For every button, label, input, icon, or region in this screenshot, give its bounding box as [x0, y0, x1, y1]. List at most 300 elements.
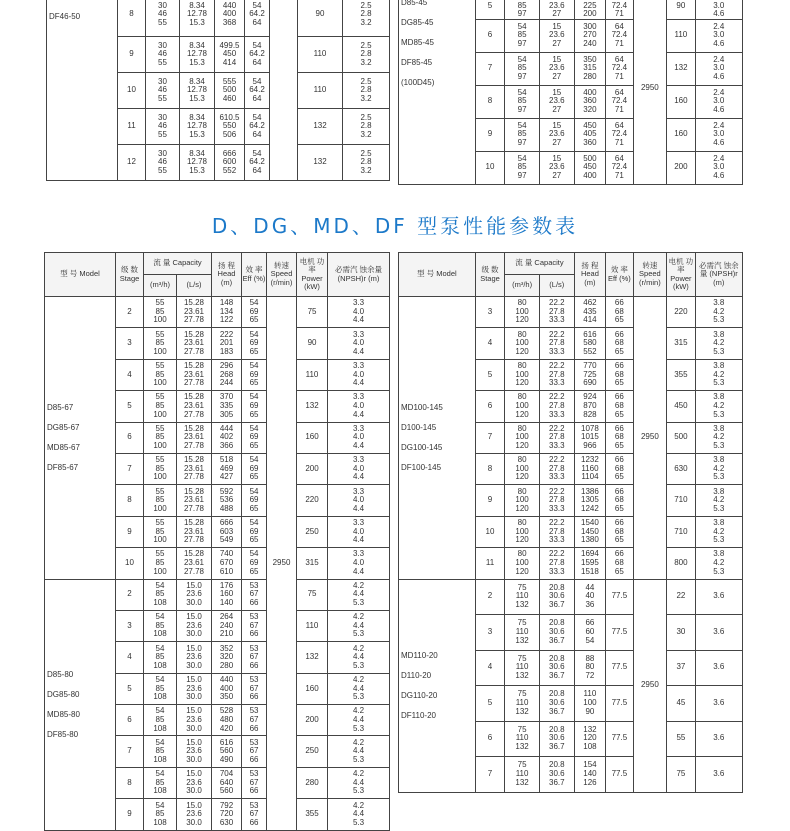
speed-cell: 2950	[633, 297, 667, 580]
model-cell	[399, 0, 476, 184]
cell-flow-ls: 20.8 30.6 36.7	[539, 721, 574, 757]
top-right-table	[398, 0, 743, 185]
cell-stage: 10	[116, 548, 144, 579]
cell-power: 55	[667, 721, 695, 757]
cell-flow-m3h: 54 85 97	[505, 52, 540, 85]
cell-stage: 4	[475, 650, 504, 686]
cell-npsh: 3.3 4.0 4.4	[328, 391, 390, 422]
cell-power: 75	[297, 579, 328, 610]
cell-head: 444 402 366	[212, 422, 242, 453]
cell-eff: 53 67 66	[242, 705, 267, 736]
cell-eff: 54 69 65	[242, 548, 267, 579]
cell-flow-m3h: 54 85 108	[144, 767, 177, 798]
cell-power: 110	[298, 73, 343, 109]
cell-flow-m3h: 55 85 100	[144, 328, 177, 359]
cell-stage: 6	[475, 721, 504, 757]
cell-head: 610.5 550 506	[215, 109, 245, 145]
cell-head: 44 40 36	[574, 579, 606, 615]
cell-flow-m3h: 85 97	[505, 0, 540, 19]
cell-npsh: 3.0 4.6	[695, 0, 742, 19]
cell-eff: 54 64.2 64	[245, 145, 270, 181]
cell-stage: 5	[116, 673, 144, 704]
cell-power: 710	[667, 516, 695, 547]
model-name: DF85-80	[47, 729, 79, 739]
header-eff: 效 率 Eff (%)	[242, 253, 267, 297]
model-cell	[45, 297, 116, 580]
cell-flow-ls: 15.28 23.61 27.78	[177, 485, 212, 516]
cell-npsh: 3.8 4.2 5.3	[695, 328, 742, 359]
cell-eff: 77.5	[606, 757, 633, 793]
cell-stage: 2	[116, 297, 144, 328]
cell-head: 1694 1595 1518	[574, 548, 606, 579]
cell-eff: 66 68 65	[606, 391, 633, 422]
cell-power: 450	[667, 391, 695, 422]
cell-stage: 6	[116, 422, 144, 453]
cell-stage: 9	[118, 37, 146, 73]
cell-eff: 66 68 65	[606, 422, 633, 453]
cell-npsh: 3.6	[695, 721, 742, 757]
cell-flow-m3h: 55 85 100	[144, 391, 177, 422]
cell-head: 176 160 140	[212, 579, 242, 610]
cell-eff: 54 69 65	[242, 516, 267, 547]
cell-npsh: 3.8 4.2 5.3	[695, 516, 742, 547]
cell-stage: 4	[475, 328, 504, 359]
table-row	[45, 579, 390, 610]
header-capacity: 流 量 Capacity	[505, 253, 574, 275]
cell-power: 30	[667, 615, 695, 651]
cell-eff: 54 69 65	[242, 297, 267, 328]
cell-flow-m3h: 75 110 132	[505, 615, 540, 651]
cell-npsh: 2.4 3.0 4.6	[695, 52, 742, 85]
cell-flow-ls: 15 23.6 27	[539, 52, 574, 85]
cell-npsh: 3.6	[695, 615, 742, 651]
model-name: D110-20	[401, 670, 432, 680]
cell-head: 666 600 552	[215, 145, 245, 181]
model-cell	[399, 579, 476, 792]
cell-npsh: 4.2 4.4 5.3	[328, 767, 390, 798]
cell-power: 220	[667, 297, 695, 328]
cell-head: 450 405 360	[574, 118, 606, 151]
model-name: DF110-20	[401, 710, 436, 720]
cell-flow-ls: 22.2 27.8 33.3	[539, 516, 574, 547]
cell-eff: 53 67 66	[242, 799, 267, 830]
cell-flow-ls: 15.0 23.6 30.0	[177, 642, 212, 673]
cell-head: 296 268 244	[212, 359, 242, 390]
header-head: 扬 程 Head (m)	[212, 253, 242, 297]
cell-power: 160	[297, 673, 328, 704]
cell-flow-m3h: 54 85 108	[144, 673, 177, 704]
cell-head: 518 469 427	[212, 453, 242, 484]
cell-head: 770 725 690	[574, 359, 606, 390]
cell-flow-m3h: 30 46 55	[146, 37, 180, 73]
cell-head: 370 335 305	[212, 391, 242, 422]
header-model: 型 号 Model	[399, 253, 476, 297]
cell-eff: 66 68 65	[606, 297, 633, 328]
cell-flow-ls: 20.8 30.6 36.7	[539, 615, 574, 651]
cell-eff: 54 69 65	[242, 391, 267, 422]
cell-stage: 8	[475, 453, 504, 484]
cell-power: 800	[667, 548, 695, 579]
cell-eff: 54 69 65	[242, 359, 267, 390]
cell-head: 740 670 610	[212, 548, 242, 579]
cell-flow-m3h: 80 100 120	[505, 359, 540, 390]
model-name: DG100-145	[401, 442, 443, 452]
cell-stage: 6	[475, 391, 504, 422]
cell-flow-m3h: 80 100 120	[505, 297, 540, 328]
cell-npsh: 3.6	[695, 579, 742, 615]
header-npsh: 必需汽 蚀余量 (NPSH)r (m)	[695, 253, 742, 297]
header-model: 型 号 Model	[45, 253, 116, 297]
cell-flow-m3h: 54 85 97	[505, 85, 540, 118]
cell-eff: 72.4 71	[606, 0, 633, 19]
header-npsh: 必需汽 蚀余量 (NPSH)r (m)	[328, 253, 390, 297]
cell-flow-m3h: 55 85 100	[144, 516, 177, 547]
cell-flow-m3h: 55 85 100	[144, 548, 177, 579]
cell-flow-ls: 15 23.6 27	[539, 151, 574, 184]
cell-head: 666 603 549	[212, 516, 242, 547]
cell-flow-m3h: 54 85 108	[144, 579, 177, 610]
cell-flow-m3h: 54 85 97	[505, 151, 540, 184]
cell-stage: 9	[475, 485, 504, 516]
cell-eff: 54 69 65	[242, 422, 267, 453]
cell-flow-ls: 22.2 27.8 33.3	[539, 328, 574, 359]
model-name: DF85-67	[47, 462, 79, 472]
cell-stage: 8	[118, 0, 146, 37]
header-stage: 级 数 Stage	[116, 253, 144, 297]
cell-flow-ls: 22.2 27.8 33.3	[539, 485, 574, 516]
model-name: D85-45	[401, 0, 428, 7]
cell-head: 500 450 400	[574, 151, 606, 184]
cell-power: 250	[297, 516, 328, 547]
cell-flow-m3h: 75 110 132	[505, 721, 540, 757]
cell-stage: 10	[475, 516, 504, 547]
cell-flow-m3h: 80 100 120	[505, 328, 540, 359]
cell-eff: 54 64.2 64	[245, 37, 270, 73]
cell-flow-m3h: 30 46 55	[146, 0, 180, 37]
model-name: (100D45)	[401, 78, 435, 87]
cell-eff: 77.5	[606, 686, 633, 722]
header-stage: 级 数 Stage	[475, 253, 504, 297]
header-capacity: 流 量 Capacity	[144, 253, 212, 275]
cell-power: 90	[297, 328, 328, 359]
cell-power: 90	[298, 0, 343, 37]
cell-eff: 77.5	[606, 721, 633, 757]
cell-flow-m3h: 30 46 55	[146, 73, 180, 109]
cell-stage: 4	[116, 359, 144, 390]
cell-head: 1386 1305 1242	[574, 485, 606, 516]
cell-flow-m3h: 80 100 120	[505, 422, 540, 453]
cell-eff: 64 72.4 71	[606, 118, 633, 151]
cell-eff: 66 68 65	[606, 516, 633, 547]
cell-power: 132	[298, 109, 343, 145]
cell-flow-ls: 15.0 23.6 30.0	[177, 579, 212, 610]
cell-npsh: 4.2 4.4 5.3	[328, 642, 390, 673]
cell-head: 462 435 414	[574, 297, 606, 328]
cell-npsh: 3.6	[695, 757, 742, 793]
cell-power: 630	[667, 453, 695, 484]
model-name: DF85-45	[401, 58, 433, 67]
cell-power: 132	[297, 391, 328, 422]
cell-stage: 5	[475, 686, 504, 722]
cell-head: 1540 1450 1380	[574, 516, 606, 547]
cell-flow-ls: 15 23.6 27	[539, 118, 574, 151]
cell-stage: 11	[118, 109, 146, 145]
cell-head: 592 536 488	[212, 485, 242, 516]
cell-stage: 3	[475, 615, 504, 651]
model-name: DG85-45	[401, 18, 434, 27]
cell-flow-m3h: 55 85 100	[144, 359, 177, 390]
cell-flow-m3h: 75 110 132	[505, 686, 540, 722]
cell-power: 355	[667, 359, 695, 390]
cell-eff: 66 68 65	[606, 328, 633, 359]
cell-stage: 8	[116, 767, 144, 798]
cell-flow-m3h: 30 46 55	[146, 109, 180, 145]
top-left-table	[46, 0, 390, 181]
cell-power: 22	[667, 579, 695, 615]
cell-npsh: 3.6	[695, 686, 742, 722]
cell-power: 75	[667, 757, 695, 793]
cell-power: 250	[297, 736, 328, 767]
cell-stage: 10	[118, 73, 146, 109]
cell-npsh: 2.4 3.0 4.6	[695, 19, 742, 52]
cell-stage: 11	[475, 548, 504, 579]
cell-head: 1232 1160 1104	[574, 453, 606, 484]
cell-flow-ls: 15.28 23.61 27.78	[177, 391, 212, 422]
cell-flow-ls: 15 23.6 27	[539, 19, 574, 52]
cell-eff: 77.5	[606, 650, 633, 686]
cell-power: 200	[297, 705, 328, 736]
cell-power: 45	[667, 686, 695, 722]
cell-eff: 64 72.4 71	[606, 151, 633, 184]
model-name: DG85-67	[47, 422, 80, 432]
cell-head: 1078 1015 966	[574, 422, 606, 453]
cell-head: 148 134 122	[212, 297, 242, 328]
cell-power: 132	[667, 52, 695, 85]
cell-power: 110	[667, 19, 695, 52]
cell-flow-ls: 15.28 23.61 27.78	[177, 297, 212, 328]
cell-flow-ls: 20.8 30.6 36.7	[539, 579, 574, 615]
header-flow-m3h: (m³/h)	[144, 275, 177, 297]
cell-npsh: 2.4 3.0 4.6	[695, 118, 742, 151]
cell-flow-m3h: 55 85 100	[144, 453, 177, 484]
cell-npsh: 3.8 4.2 5.3	[695, 422, 742, 453]
cell-head: 88 80 72	[574, 650, 606, 686]
cell-power: 110	[297, 610, 328, 641]
model-name: MD85-45	[401, 38, 434, 47]
table-row	[45, 297, 390, 328]
model-cell	[399, 297, 476, 580]
cell-eff: 53 67 66	[242, 673, 267, 704]
cell-power: 160	[667, 85, 695, 118]
header-flow-m3h: (m³/h)	[505, 275, 540, 297]
cell-power: 110	[298, 37, 343, 73]
cell-head: 222 201 183	[212, 328, 242, 359]
cell-flow-ls: 22.2 27.8 33.3	[539, 453, 574, 484]
cell-head: 110 100 90	[574, 686, 606, 722]
cell-flow-ls: 20.8 30.6 36.7	[539, 757, 574, 793]
cell-eff: 54 64.2 64	[245, 109, 270, 145]
cell-power: 132	[298, 145, 343, 181]
cell-stage: 7	[475, 757, 504, 793]
cell-npsh: 3.3 4.0 4.4	[328, 297, 390, 328]
model-name: DG110-20	[401, 690, 438, 700]
cell-npsh: 4.2 4.4 5.3	[328, 579, 390, 610]
cell-power: 500	[667, 422, 695, 453]
cell-flow-ls: 23.6 27	[539, 0, 574, 19]
cell-stage: 9	[116, 516, 144, 547]
cell-npsh: 3.3 4.0 4.4	[328, 485, 390, 516]
cell-eff: 64 72.4 71	[606, 52, 633, 85]
cell-power: 280	[297, 767, 328, 798]
cell-npsh: 3.3 4.0 4.4	[328, 422, 390, 453]
cell-flow-ls: 15.0 23.6 30.0	[177, 705, 212, 736]
cell-stage: 7	[116, 453, 144, 484]
cell-head: 704 640 560	[212, 767, 242, 798]
cell-flow-ls: 20.8 30.6 36.7	[539, 650, 574, 686]
header-flow-ls: (L/s)	[539, 275, 574, 297]
cell-npsh: 4.2 4.4 5.3	[328, 610, 390, 641]
model-name: MD85-67	[47, 442, 80, 452]
cell-head: 499.5 450 414	[215, 37, 245, 73]
cell-eff: 66 68 65	[606, 359, 633, 390]
cell-head: 792 720 630	[212, 799, 242, 830]
cell-flow-m3h: 80 100 120	[505, 391, 540, 422]
cell-flow-ls: 15.28 23.61 27.78	[177, 548, 212, 579]
cell-eff: 77.5	[606, 579, 633, 615]
cell-flow-m3h: 54 85 108	[144, 642, 177, 673]
cell-eff: 54 69 65	[242, 453, 267, 484]
model-name: MD85-80	[47, 709, 80, 719]
cell-head: 154 140 126	[574, 757, 606, 793]
cell-stage: 4	[116, 642, 144, 673]
cell-stage: 5	[475, 359, 504, 390]
header-power: 电机 功率 Power (kW)	[297, 253, 328, 297]
cell-flow-ls: 15.28 23.61 27.78	[177, 422, 212, 453]
cell-eff: 53 67 66	[242, 579, 267, 610]
cell-eff: 64 72.4 71	[606, 85, 633, 118]
cell-flow-ls: 15.28 23.61 27.78	[177, 328, 212, 359]
cell-power: 200	[667, 151, 695, 184]
cell-npsh: 2.4 3.0 4.6	[695, 85, 742, 118]
header-eff: 效 率 Eff (%)	[606, 253, 633, 297]
cell-eff: 54 69 65	[242, 485, 267, 516]
cell-flow-ls: 15.0 23.6 30.0	[177, 767, 212, 798]
cell-npsh: 3.3 4.0 4.4	[328, 548, 390, 579]
cell-power: 75	[297, 297, 328, 328]
model-name: MD110-20	[401, 650, 438, 660]
cell-head: 616 560 490	[212, 736, 242, 767]
speed-cell: 2950	[633, 579, 667, 792]
header-speed: 转速 Speed (r/min)	[633, 253, 667, 297]
cell-flow-m3h: 54 85 97	[505, 118, 540, 151]
cell-stage: 5	[116, 391, 144, 422]
cell-stage: 9	[475, 118, 504, 151]
cell-flow-ls: 15.0 23.6 30.0	[177, 736, 212, 767]
cell-stage: 7	[116, 736, 144, 767]
cell-flow-ls: 15.28 23.61 27.78	[177, 453, 212, 484]
cell-flow-m3h: 80 100 120	[505, 516, 540, 547]
cell-flow-m3h: 54 85 108	[144, 736, 177, 767]
cell-stage: 12	[118, 145, 146, 181]
cell-flow-ls: 15.28 23.61 27.78	[177, 516, 212, 547]
header-speed: 转速 Speed (r/min)	[267, 253, 297, 297]
cell-flow-m3h: 54 85 97	[505, 19, 540, 52]
model-name: D100-145	[401, 422, 437, 432]
cell-power: 90	[667, 0, 695, 19]
cell-stage: 9	[116, 799, 144, 830]
header-power: 电机 功率 Power (kW)	[667, 253, 695, 297]
cell-flow-ls: 15.0 23.6 30.0	[177, 673, 212, 704]
model-cell	[45, 579, 116, 830]
cell-power: 710	[667, 485, 695, 516]
cell-stage: 6	[116, 705, 144, 736]
cell-flow-ls: 8.34 12.78 15.3	[180, 73, 215, 109]
cell-npsh: 3.8 4.2 5.3	[695, 391, 742, 422]
cell-npsh: 3.8 4.2 5.3	[695, 453, 742, 484]
cell-npsh: 4.2 4.4 5.3	[328, 673, 390, 704]
cell-npsh: 3.8 4.2 5.3	[695, 297, 742, 328]
cell-power: 200	[297, 453, 328, 484]
table-row	[399, 0, 743, 19]
cell-flow-ls: 22.2 27.8 33.3	[539, 297, 574, 328]
cell-flow-m3h: 75 110 132	[505, 757, 540, 793]
cell-flow-m3h: 54 85 108	[144, 610, 177, 641]
cell-power: 37	[667, 650, 695, 686]
cell-eff: 66 68 65	[606, 485, 633, 516]
cell-flow-ls: 20.8 30.6 36.7	[539, 686, 574, 722]
right-performance-table	[398, 252, 743, 793]
header-flow-ls: (L/s)	[177, 275, 212, 297]
cell-flow-ls: 8.34 12.78 15.3	[180, 37, 215, 73]
cell-flow-m3h: 80 100 120	[505, 453, 540, 484]
cell-stage: 8	[475, 85, 504, 118]
cell-stage: 10	[475, 151, 504, 184]
cell-flow-ls: 22.2 27.8 33.3	[539, 422, 574, 453]
cell-head: 66 60 54	[574, 615, 606, 651]
cell-npsh: 3.3 4.0 4.4	[328, 453, 390, 484]
cell-npsh: 2.5 2.8 3.2	[343, 0, 390, 37]
cell-power: 110	[297, 359, 328, 390]
table-row	[47, 0, 390, 37]
cell-npsh: 3.3 4.0 4.4	[328, 328, 390, 359]
cell-flow-ls: 15.28 23.61 27.78	[177, 359, 212, 390]
cell-flow-m3h: 80 100 120	[505, 548, 540, 579]
cell-eff: 53 67 66	[242, 642, 267, 673]
cell-head: 300 270 240	[574, 19, 606, 52]
cell-stage: 8	[116, 485, 144, 516]
cell-head: 350 315 280	[574, 52, 606, 85]
cell-power: 315	[297, 548, 328, 579]
cell-npsh: 2.5 2.8 3.2	[343, 37, 390, 73]
cell-flow-m3h: 30 46 55	[146, 145, 180, 181]
model-name: D85-80	[47, 669, 74, 679]
cell-npsh: 2.5 2.8 3.2	[343, 109, 390, 145]
cell-npsh: 2.5 2.8 3.2	[343, 145, 390, 181]
cell-head: 400 360 320	[574, 85, 606, 118]
cell-npsh: 4.2 4.4 5.3	[328, 705, 390, 736]
cell-eff: 54 64.2 64	[245, 73, 270, 109]
cell-power: 355	[297, 799, 328, 830]
cell-eff: 64 72.4 71	[606, 19, 633, 52]
cell-power: 160	[297, 422, 328, 453]
cell-stage: 3	[475, 297, 504, 328]
cell-stage: 3	[116, 328, 144, 359]
cell-flow-m3h: 80 100 120	[505, 485, 540, 516]
cell-stage: 7	[475, 422, 504, 453]
cell-flow-ls: 8.34 12.78 15.3	[180, 145, 215, 181]
cell-eff: 77.5	[606, 615, 633, 651]
cell-eff: 53 67 66	[242, 767, 267, 798]
